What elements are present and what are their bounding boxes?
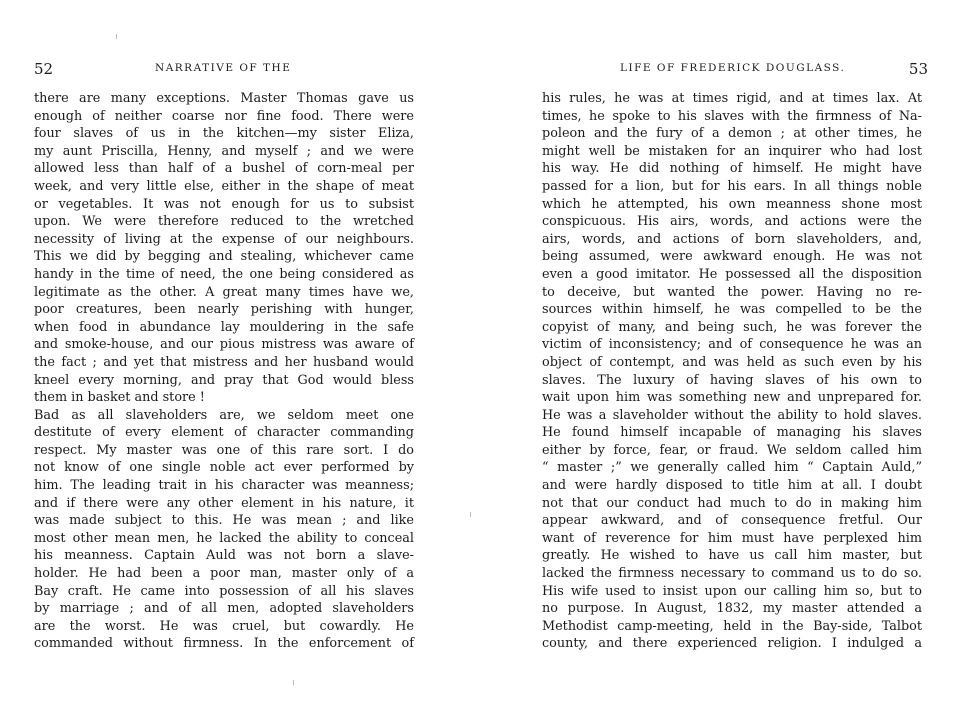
text-line: and if there were any other element in his nature, it <box>34 495 414 511</box>
text-line: poleon and the fury of a demon ; at other times, he <box>542 126 922 142</box>
text-line: his meanness. Captain Auld was not born a slave- <box>34 548 414 564</box>
text-line: them in basket and store ! <box>34 390 205 406</box>
text-line: are the worst. He was cruel, but cowardly. He <box>34 618 414 634</box>
page-number: 52 <box>34 60 54 78</box>
text-line: holder. He had been a poor man, master only of a <box>34 566 414 582</box>
text-line: my aunt Priscilla, Henny, and myself ; and we were <box>34 143 414 159</box>
text-line: there are many exceptions. Master Thomas gave us <box>34 91 414 106</box>
text-line: Bay craft. He came into possession of all his slaves <box>34 583 414 599</box>
text-line: slaves. The luxury of having slaves of his own to <box>542 372 922 388</box>
text-line: or vegetables. It was not enough for us to subsist <box>34 196 414 212</box>
text-line: necessity of living at the expense of our neighbours. <box>34 231 414 247</box>
text-line: county, and there experienced religion. I indulged a <box>542 636 922 652</box>
text-line: not know of one single noble act ever performed by <box>34 460 414 476</box>
text-line: might well be mistaken for an inquirer who had lost <box>542 143 922 159</box>
text-line: sources within himself, he was compelled to be the <box>542 302 922 318</box>
text-line: most other mean men, he lacked the ability to conceal <box>34 530 414 546</box>
body-text <box>542 90 922 653</box>
text-line: poor creatures, been nearly perishing with hunger, <box>34 302 414 318</box>
text-line: his way. He did nothing of himself. He might have <box>542 161 922 177</box>
text-line: greatly. He wished to have us call him master, but <box>542 548 922 564</box>
text-line: him. The leading trait in his character was meanness; <box>34 478 414 494</box>
right-page <box>490 0 980 727</box>
text-line: airs, words, and actions of born slaveholders, and, <box>542 231 922 247</box>
text-line: lacked the firmness necessary to command us to do so. <box>542 566 922 582</box>
text-line: upon. We were therefore reduced to the wretched <box>34 214 414 230</box>
text-line: enough of neither coarse nor fine food. There were <box>34 108 414 124</box>
text-line: His wife used to insist upon our calling him so, but to <box>542 583 922 599</box>
text-line: his rules, he was at times rigid, and at times lax. At <box>542 91 922 106</box>
text-line: conspicuous. His airs, words, and actions were the <box>542 214 922 230</box>
text-line: He was a slaveholder without the ability to hold slaves. <box>542 407 922 423</box>
text-line: legitimate as the other. A great many times have we, <box>34 284 414 300</box>
text-line: want of reverence for him must have perplexed him <box>542 530 922 546</box>
text-line: He found himself incapable of managing his slaves <box>542 425 922 441</box>
text-line: This we did by begging and stealing, whichever came <box>34 249 414 265</box>
text-line: Bad as all slaveholders are, we seldom meet one <box>34 407 414 423</box>
text-line: either by force, fear, or fraud. We seldom called him <box>542 442 922 458</box>
text-line: when food in abundance lay mouldering in the safe <box>34 319 414 335</box>
text-line: victim of inconsistency; and of consequence he was an <box>542 337 922 353</box>
text-line: handy in the time of need, the one being considered as <box>34 266 414 282</box>
text-line: by marriage ; and of all men, adopted slaveholders <box>34 601 414 617</box>
text-line: appear awkward, and of consequence fretful. Our <box>542 513 922 529</box>
body-text <box>34 90 414 653</box>
text-line: times, he spoke to his slaves with the firmness of Na- <box>542 108 922 124</box>
text-line: “ master ;” we generally called him “ Captain Auld,” <box>542 460 922 476</box>
text-line: the fact ; and yet that mistress and her husband would <box>34 354 414 370</box>
text-line: wait upon him was something new and unprepared for. <box>542 390 922 406</box>
text-line: no purpose. In August, 1832, my master attended a <box>542 601 922 617</box>
text-line: respect. My master was one of this rare sort. I do <box>34 442 414 458</box>
text-line: being assumed, were awkward enough. He was not <box>542 249 922 265</box>
text-line: Methodist camp-meeting, held in the Bay-side, Talbot <box>542 618 922 634</box>
text-line: not that our conduct had much to do in making him <box>542 495 922 511</box>
text-line: even a good imitator. He possessed all the disposition <box>542 266 922 282</box>
text-line: and smoke-house, and our pious mistress was aware of <box>34 337 414 353</box>
text-line: to deceive, but wanted the power. Having no re- <box>542 284 922 300</box>
text-line: which he attempted, his own meanness shone most <box>542 196 922 212</box>
text-line: copyist of many, and being such, he was forever the <box>542 319 922 335</box>
text-line: commanded without firmness. In the enforcement of <box>34 636 414 652</box>
scan-speck <box>470 512 471 517</box>
text-line: and were hardly disposed to title him at all. I doubt <box>542 478 922 494</box>
text-line: kneel every morning, and pray that God would bless <box>34 372 414 388</box>
text-line: week, and very little else, either in the shape of meat <box>34 178 414 194</box>
text-line: was made subject to this. He was mean ; and like <box>34 513 414 529</box>
running-header: NARRATIVE OF THE <box>155 62 292 74</box>
text-line: passed for a lion, but for his ears. In all things noble <box>542 178 922 194</box>
text-line: object of contempt, and was held as such even by his <box>542 354 922 370</box>
scan-speck <box>116 34 117 39</box>
text-line: allowed less than half of a bushel of corn-meal per <box>34 161 414 177</box>
text-line: destitute of every element of character commanding <box>34 425 414 441</box>
scan-speck <box>293 680 294 685</box>
page-number: 53 <box>908 60 928 78</box>
running-header: LIFE OF FREDERICK DOUGLASS. <box>620 62 846 74</box>
text-line: four slaves of us in the kitchen—my sister Eliza, <box>34 126 414 142</box>
